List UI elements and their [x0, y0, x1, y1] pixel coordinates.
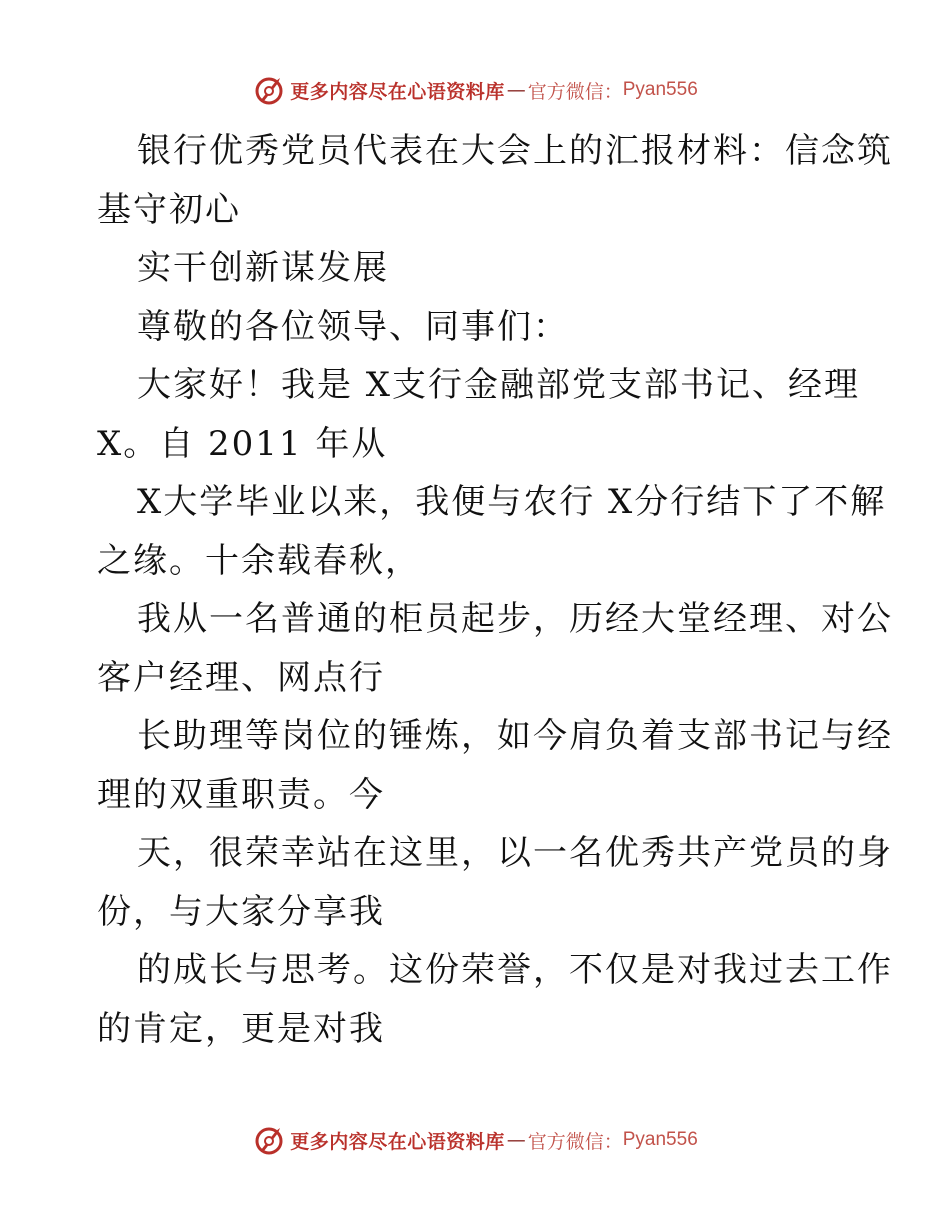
body-line: 之缘。十余载春秋， [97, 540, 421, 581]
document-body [97, 122, 893, 1058]
quill-logo-icon [252, 73, 286, 107]
body-line: 的成长与思考。这份荣誉，不仅是对我过去工作 [137, 950, 893, 990]
watermark-wechat-id: Pyan556 [622, 79, 698, 100]
watermark-separator: — [506, 79, 526, 101]
watermark-separator: — [506, 1129, 526, 1151]
body-line: 理的双重职责。今 [97, 774, 385, 815]
body-line: 天，很荣幸站在这里，以一名优秀共产党员的身 [137, 833, 893, 873]
subtitle-line: 实干创新谋发展 [137, 248, 389, 288]
body-line: 的肯定，更是对我 [97, 1008, 385, 1049]
watermark-footer [0, 1120, 950, 1160]
watermark-main-text: 更多内容尽在心语资料库 [290, 80, 505, 103]
body-line: X。自 2011 年从 [97, 423, 388, 464]
watermark-wechat-id: Pyan556 [622, 1129, 698, 1150]
watermark-main-text: 更多内容尽在心语资料库 [290, 1130, 505, 1153]
quill-logo-icon [252, 1123, 286, 1157]
watermark-wechat-label: 官方微信： [527, 1130, 623, 1153]
body-line: X大学毕业以来，我便与农行 X分行结下了不解 [137, 482, 887, 522]
body-line: 我从一名普通的柜员起步，历经大堂经理、对公 [137, 599, 893, 639]
watermark-wechat-label: 官方微信： [527, 80, 623, 103]
body-line: 大家好！我是 X支行金融部党支部书记、经理 [137, 365, 861, 405]
title-line-2: 基守初心 [97, 189, 241, 230]
title-line-1: 银行优秀党员代表在大会上的汇报材料：信念筑 [137, 131, 893, 171]
salutation-line: 尊敬的各位领导、同事们： [137, 306, 569, 347]
body-line: 份，与大家分享我 [97, 891, 385, 932]
watermark-header [0, 70, 950, 110]
body-line: 客户经理、网点行 [97, 657, 385, 698]
body-line: 长助理等岗位的锤炼，如今肩负着支部书记与经 [137, 716, 893, 756]
